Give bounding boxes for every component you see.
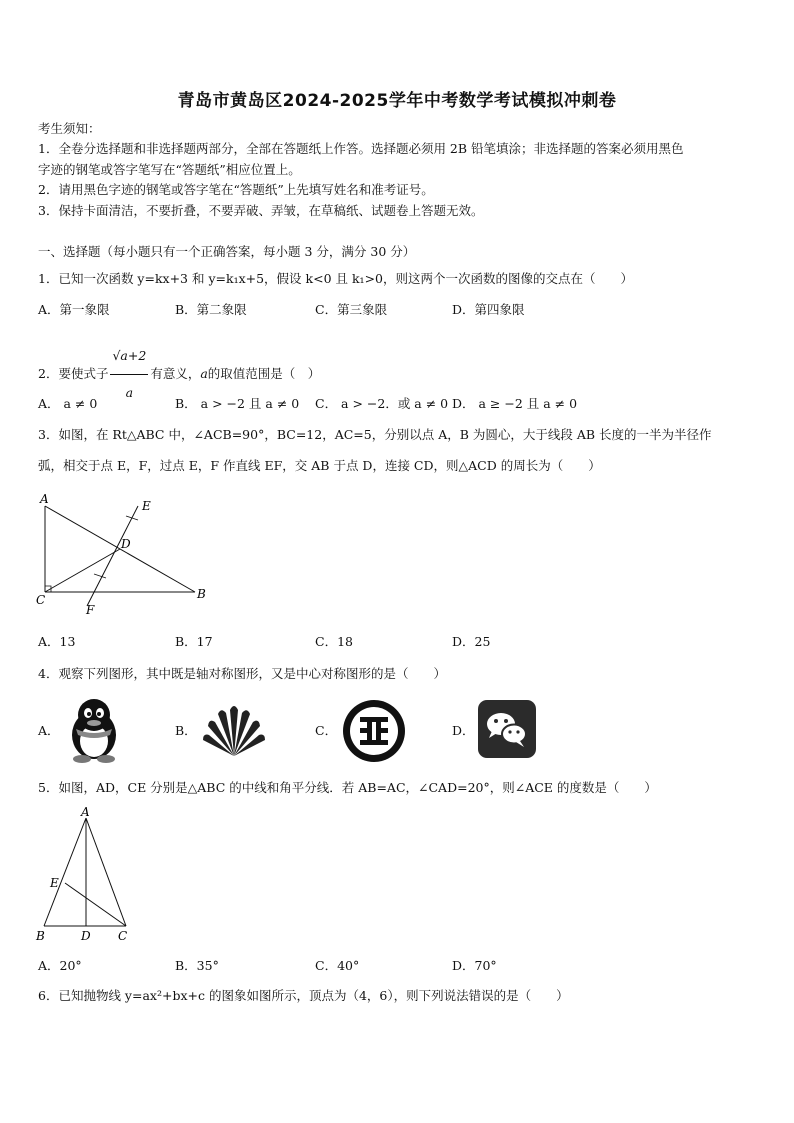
q3-line-ef <box>87 506 138 606</box>
q3-option-c: C．18 <box>315 634 353 649</box>
page-title: 青岛市黄岛区2024-2025学年中考数学考试模拟冲刺卷 <box>177 91 617 111</box>
q5-bisector-ce <box>65 883 126 926</box>
q2-stem-pre: 2．要使式子 <box>38 366 109 381</box>
q3-stem-1: 3．如图，在 Rt△ABC 中，∠ACB=90°，BC=12，AC=5，分别以点 A，B 为圆心，大于线段 AB 长度的一半为半径作 <box>38 427 712 442</box>
q2-fraction <box>110 338 148 411</box>
notice-heading: 考生须知： <box>38 121 101 136</box>
q5-option-b: B．35° <box>175 958 219 973</box>
q2-var: a <box>200 366 208 381</box>
q4-option-b: B． <box>175 723 197 738</box>
q4-option-a: A． <box>38 723 60 738</box>
notice-item-2: 2．请用黑色字迹的钢笔或答字笔在“答题纸”上先填写姓名和准考证号。 <box>38 182 434 197</box>
q2-stem-post: 的取值范围是（ ） <box>207 366 321 381</box>
q3-label-c: C <box>36 593 46 607</box>
q2-frac-den: a <box>125 385 134 400</box>
q3-arc-mark-e <box>126 516 138 520</box>
q5-label-c: C <box>118 929 128 943</box>
q5-label-a: A <box>81 806 90 819</box>
q2-option-d: D． a ≥ −2 且 a ≠ 0 <box>452 396 578 411</box>
q5-label-e: E <box>50 876 59 890</box>
q5-option-a: A．20° <box>38 958 82 973</box>
q4-option-d: D． <box>452 723 475 738</box>
q1-stem: 1．已知一次函数 y=kx+3 和 y=k₁x+5，假设 k<0 且 k₁>0，则这两个一次函数的图像的交点在（ ） <box>38 271 633 286</box>
q2-frac-num: √a+2 <box>110 338 148 375</box>
q5-option-d: D．70° <box>452 958 497 973</box>
bank-seal-icon <box>340 697 408 768</box>
q2-option-c: C． a > −2．或 a ≠ 0 <box>315 396 449 411</box>
q2-option-b: B． a > −2 且 a ≠ 0 <box>175 396 300 411</box>
q5-side-ac <box>86 818 126 926</box>
notice-item-1: 1．全卷分选择题和非选择题两部分，全部在答题纸上作答。选择题必须用 2B 铅笔填涂；非选择题的答案必须用黑色 <box>38 141 684 156</box>
q3-figure <box>30 494 220 618</box>
q4-stem: 4．观察下列图形，其中既是轴对称图形，又是中心对称图形的是（ ） <box>38 666 446 681</box>
q3-label-a: A <box>40 494 49 506</box>
q5-stem: 5．如图，AD，CE 分别是△ABC 的中线和角平分线．若 AB=AC，∠CAD=20°，则∠ACE 的度数是（ ） <box>38 780 657 795</box>
q3-label-e: E <box>142 499 151 513</box>
q1-option-a: A．第一象限 <box>38 302 110 317</box>
q3-segment-cd <box>45 549 120 592</box>
q1-option-c: C．第三象限 <box>315 302 388 317</box>
wechat-icon <box>478 700 536 761</box>
q5-label-d: D <box>81 929 91 943</box>
q1-option-d: D．第四象限 <box>452 302 525 317</box>
notice-item-3: 3．保持卡面清洁，不要折叠，不要弄破、弄皱，在草稿纸、试题卷上答题无效。 <box>38 203 484 218</box>
q3-label-d: D <box>121 537 131 551</box>
q5-option-c: C．40° <box>315 958 360 973</box>
q3-option-a: A．13 <box>38 634 76 649</box>
fan-petal-icon <box>200 700 268 763</box>
q6-stem: 6．已知抛物线 y=ax²+bx+c 的图象如图所示，顶点为（4，6），则下列说法错误的是（ ） <box>38 988 569 1003</box>
q4-option-c: C． <box>315 723 338 738</box>
q5-side-ab <box>44 818 86 926</box>
notice-item-1-cont: 字迹的钢笔或答字笔写在“答题纸”相应位置上。 <box>38 162 301 177</box>
q5-label-b: B <box>36 929 45 943</box>
q5-figure <box>30 806 140 948</box>
penguin-icon <box>62 695 126 766</box>
q3-label-f: F <box>86 603 95 617</box>
q3-stem-2: 弧，相交于点 E，F，过点 E，F 作直线 EF，交 AB 于点 D，连接 CD，则△ACD 的周长为（ ） <box>38 458 601 473</box>
q1-option-b: B．第二象限 <box>175 302 247 317</box>
q3-arc-mark-f <box>94 574 106 578</box>
section-heading: 一、选择题（每小题只有一个正确答案，每小题 3 分，满分 30 分） <box>38 244 416 259</box>
q3-label-b: B <box>197 587 206 601</box>
q2-stem-mid: 有意义， <box>150 366 201 381</box>
q2-option-a: A． a ≠ 0 <box>38 396 98 411</box>
q3-option-b: B．17 <box>175 634 213 649</box>
q3-option-d: D．25 <box>452 634 491 649</box>
